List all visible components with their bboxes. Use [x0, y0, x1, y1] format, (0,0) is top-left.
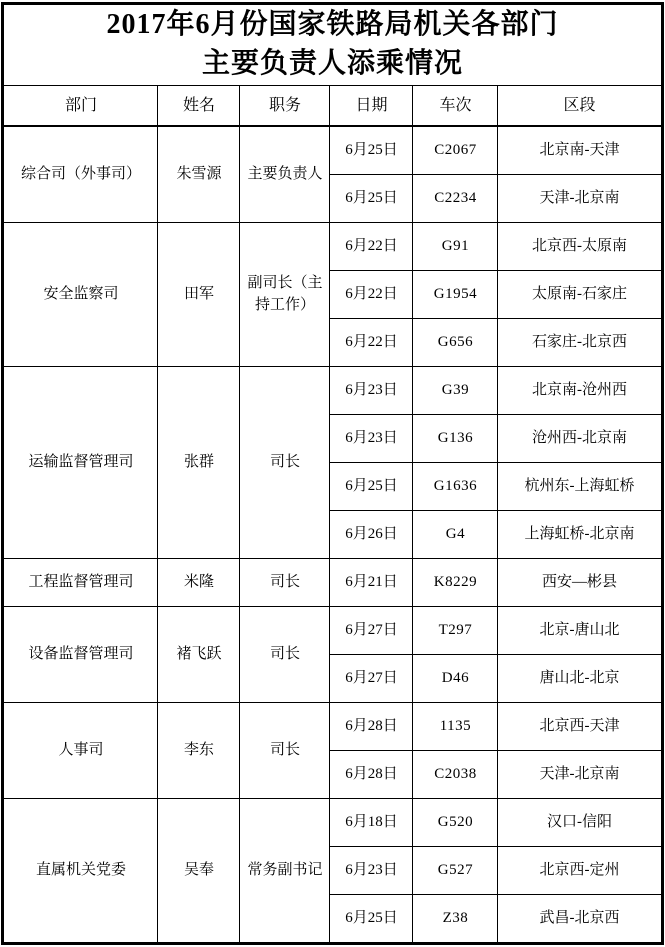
date-cell: 6月25日 [330, 895, 413, 944]
route-cell: 石家庄-北京西 [498, 319, 662, 367]
name-cell: 吴奉 [158, 799, 240, 944]
table-row [3, 799, 662, 847]
route-cell: 北京-唐山北 [498, 607, 662, 655]
date-cell: 6月21日 [330, 559, 413, 607]
route-cell: 天津-北京南 [498, 175, 662, 223]
train-cell: G656 [413, 319, 498, 367]
date-cell: 6月22日 [330, 223, 413, 271]
route-cell: 西安—彬县 [498, 559, 662, 607]
route-cell: 北京南-沧州西 [498, 367, 662, 415]
train-cell: 1135 [413, 703, 498, 751]
route-cell: 北京西-太原南 [498, 223, 662, 271]
date-cell: 6月23日 [330, 847, 413, 895]
department-cell: 直属机关党委 [3, 799, 158, 944]
date-cell: 6月28日 [330, 751, 413, 799]
route-cell: 上海虹桥-北京南 [498, 511, 662, 559]
route-cell: 沧州西-北京南 [498, 415, 662, 463]
train-cell: C2038 [413, 751, 498, 799]
title-line-2: 主要负责人添乘情况 [201, 48, 463, 79]
date-cell: 6月22日 [330, 271, 413, 319]
train-cell: G1636 [413, 463, 498, 511]
header-route: 区段 [498, 86, 662, 127]
table-row [3, 607, 662, 655]
route-cell: 北京西-定州 [498, 847, 662, 895]
name-cell: 田军 [158, 223, 240, 367]
header-date: 日期 [330, 86, 413, 127]
train-cell: C2234 [413, 175, 498, 223]
route-cell: 天津-北京南 [498, 751, 662, 799]
date-cell: 6月28日 [330, 703, 413, 751]
table-row [3, 559, 662, 607]
name-cell: 张群 [158, 367, 240, 559]
date-cell: 6月26日 [330, 511, 413, 559]
train-cell: Z38 [413, 895, 498, 944]
table-row [3, 126, 662, 175]
title-row [3, 4, 662, 86]
name-cell: 米隆 [158, 559, 240, 607]
header-department: 部门 [3, 86, 158, 127]
date-cell: 6月25日 [330, 175, 413, 223]
department-cell: 综合司（外事司） [3, 126, 158, 223]
position-cell: 司长 [240, 367, 330, 559]
department-cell: 安全监察司 [3, 223, 158, 367]
date-cell: 6月18日 [330, 799, 413, 847]
route-cell: 北京西-天津 [498, 703, 662, 751]
table-row [3, 223, 662, 271]
table-row [3, 703, 662, 751]
name-cell: 李东 [158, 703, 240, 799]
date-cell: 6月25日 [330, 463, 413, 511]
department-cell: 人事司 [3, 703, 158, 799]
table-body [3, 126, 662, 944]
table-row [3, 367, 662, 415]
route-cell: 唐山北-北京 [498, 655, 662, 703]
duty-ride-table [1, 2, 663, 945]
train-cell: G91 [413, 223, 498, 271]
name-cell: 朱雪源 [158, 126, 240, 223]
route-cell: 杭州东-上海虹桥 [498, 463, 662, 511]
title-line-1: 2017年6月份国家铁路局机关各部门 [106, 9, 559, 41]
route-cell: 太原南-石家庄 [498, 271, 662, 319]
department-cell: 工程监督管理司 [3, 559, 158, 607]
train-cell: G136 [413, 415, 498, 463]
date-cell: 6月23日 [330, 367, 413, 415]
route-cell: 北京南-天津 [498, 126, 662, 175]
table-title [3, 4, 662, 86]
header-train: 车次 [413, 86, 498, 127]
position-cell: 主要负责人 [240, 126, 330, 223]
name-cell: 褚飞跃 [158, 607, 240, 703]
route-cell: 武昌-北京西 [498, 895, 662, 944]
train-cell: G39 [413, 367, 498, 415]
route-cell: 汉口-信阳 [498, 799, 662, 847]
train-cell: K8229 [413, 559, 498, 607]
date-cell: 6月25日 [330, 126, 413, 175]
department-cell: 设备监督管理司 [3, 607, 158, 703]
header-row [3, 86, 662, 127]
date-cell: 6月27日 [330, 607, 413, 655]
date-cell: 6月23日 [330, 415, 413, 463]
position-cell: 司长 [240, 703, 330, 799]
train-cell: C2067 [413, 126, 498, 175]
train-cell: T297 [413, 607, 498, 655]
header-position: 职务 [240, 86, 330, 127]
position-cell: 副司长（主持工作） [240, 223, 330, 367]
train-cell: D46 [413, 655, 498, 703]
train-cell: G520 [413, 799, 498, 847]
train-cell: G1954 [413, 271, 498, 319]
date-cell: 6月22日 [330, 319, 413, 367]
position-cell: 常务副书记 [240, 799, 330, 944]
date-cell: 6月27日 [330, 655, 413, 703]
department-cell: 运输监督管理司 [3, 367, 158, 559]
position-cell: 司长 [240, 607, 330, 703]
train-cell: G4 [413, 511, 498, 559]
train-cell: G527 [413, 847, 498, 895]
header-name: 姓名 [158, 86, 240, 127]
position-cell: 司长 [240, 559, 330, 607]
